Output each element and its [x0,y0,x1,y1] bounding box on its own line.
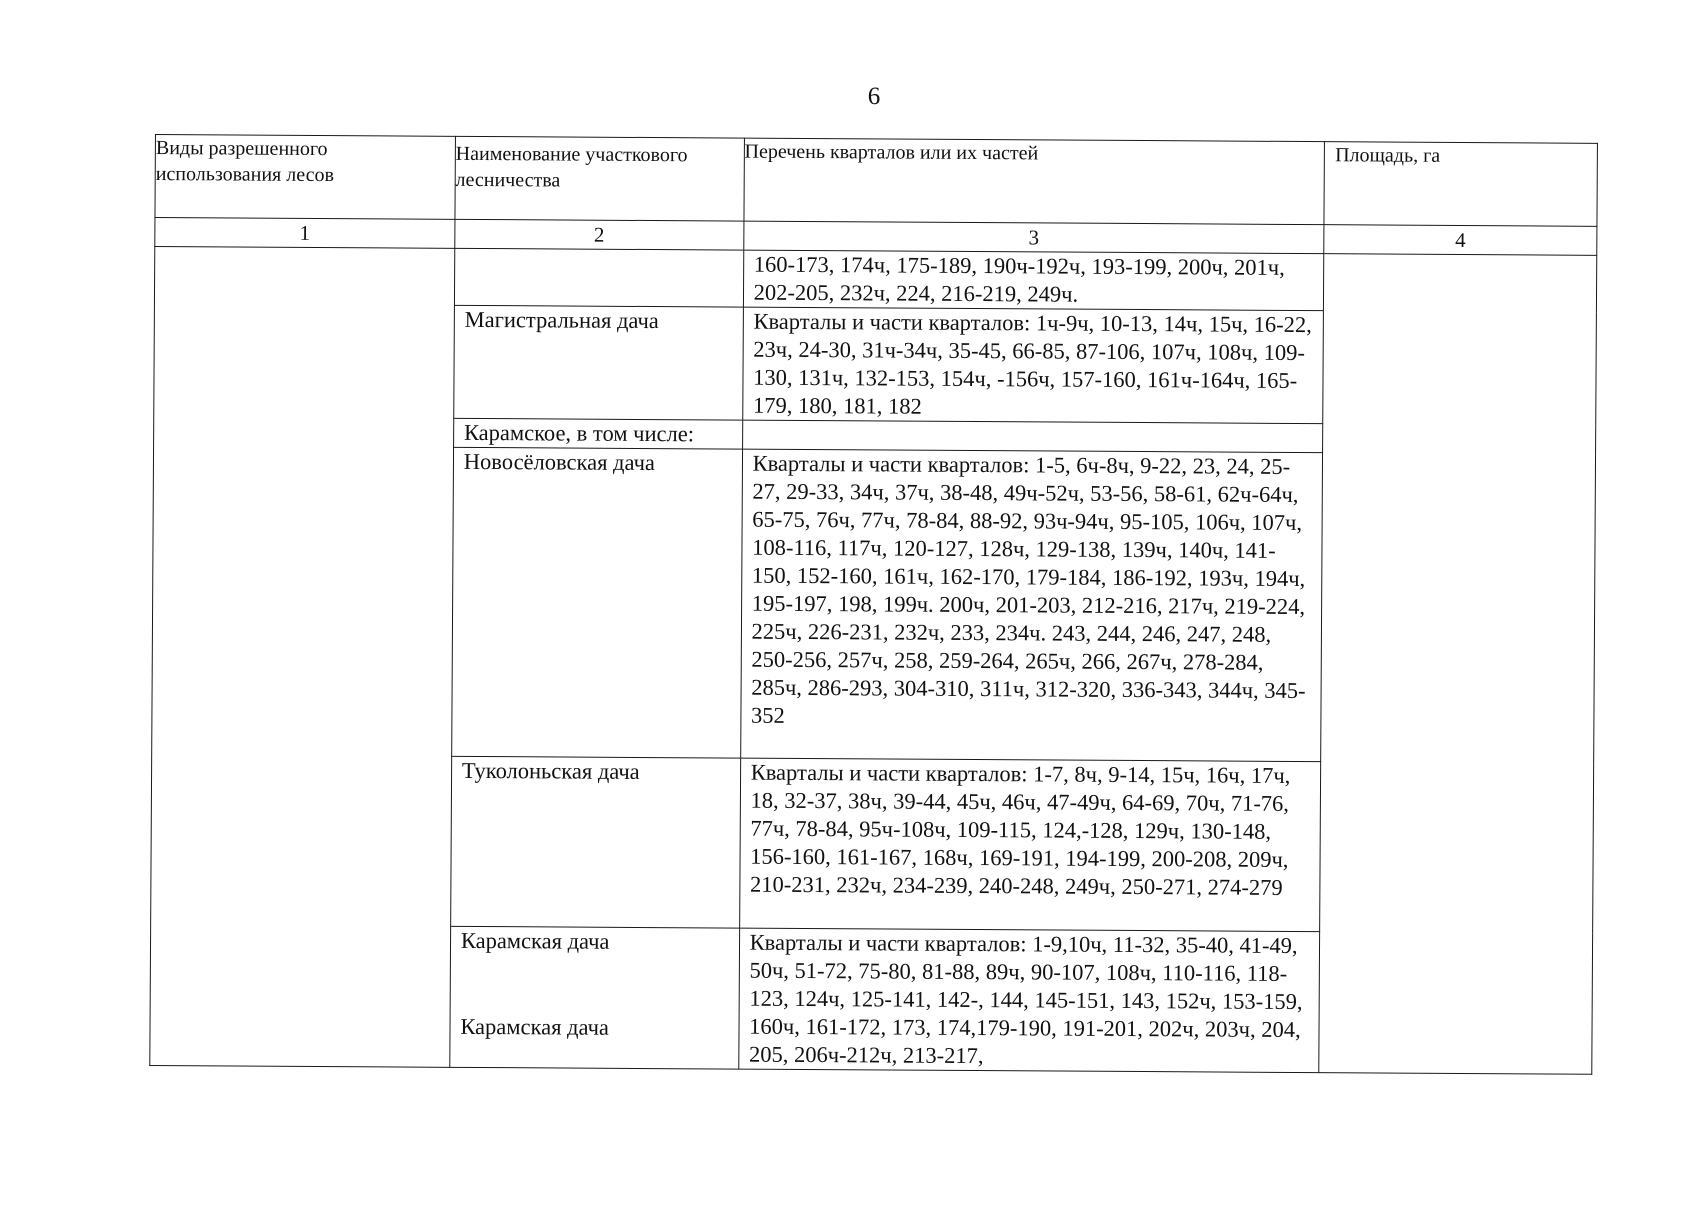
quarters-cell: Кварталы и части кварталов: 1-7, 8ч, 9-14, 15ч, 16ч, 17ч, 18, 32-37, 38ч, 39-44, 45ч, 46ч, 47-49ч, 64-69, 70ч, 71-76, 77ч, 78-84, 95ч-108ч, 109-115, 124,-128, 129ч, 130-148, 156-160, 161-167, 168ч, 169-191, 194-199, 200-208, 209ч, 210-231, 232ч, 234-239, 240-248, 249ч, 250-271, 274-279 [739,758,1321,932]
table-header-row [155,135,1597,227]
forestry-name-cell: Туколоньская дача [451,756,741,928]
quarters-cell: 160-173, 174ч, 175-189, 190ч-192ч, 193-199, 200ч, 201ч, 202-205, 232ч, 224, 216-219, 249ч. [743,250,1324,311]
column-number: 4 [1324,225,1597,256]
forestry-name-cell: Магистральная дача [454,305,743,420]
header-quarters-list: Перечень кварталов или их частей [744,138,1325,225]
forestry-name-cell: Карамское, в том числе: [453,418,742,449]
quarters-cell: Кварталы и части кварталов: 1-9,10ч, 11-32, 35-40, 41-49, 50ч, 51-72, 75-80, 81-88, 89ч, 90-107, 108ч, 110-116, 118-123, 124ч, 125-141, 142-, 144, 145-151, 143, 152ч, 153-159, 160ч, 161-172, 173, 174,179-190, 191-201, 202ч, 203ч, 204, 205, 206ч-212ч, 213-217, [738,928,1319,1073]
usage-type-cell [150,247,455,1068]
forestry-name-label: Карамская дача [460,927,610,954]
quarters-cell [742,420,1323,453]
column-number: 1 [155,218,455,249]
table-row [154,247,1596,313]
page-number: 6 [867,83,881,110]
area-cell [1319,254,1597,1075]
forestry-name-cell [454,248,743,307]
header-usage-types: Виды разрешенного использования лесов [155,135,455,220]
header-forestry-name: Наименование участкового лесничества [455,136,744,221]
quarters-cell: Кварталы и части кварталов: 1-5, 6ч-8ч, 9-22, 23, 24, 25-27, 29-33, 34ч, 37ч, 38-48, 49ч-52ч, 53-56, 58-61, 62ч-64ч, 65-75, 76ч, 77ч, 78-84, 88-92, 93ч-94ч, 95-105, 106ч, 107ч, 108-116, 117ч, 120-127, 128ч, 129-138, 139ч, 140ч, 141-150, 152-160, 161ч, 162-170, 179-184, 186-192, 193ч, 194ч, 195-197, 198, 199ч. 200ч, 201-203, 212-216, 217ч, 219-224, 225ч, 226-231, 232ч, 233, 234ч. 243, 244, 246, 247, 248, 250-256, 257ч, 258, 259-264, 265ч, 266, 267ч, 278-284, 285ч, 286-293, 304-310, 311ч, 312-320, 336-343, 344ч, 345-352 [740,449,1322,762]
forestry-name-cell [450,926,740,1069]
quarters-cell: Кварталы и части кварталов: 1ч-9ч, 10-13, 14ч, 15ч, 16-22, 23ч, 24-30, 31ч-34ч, 35-45, 66-85, 87-106, 107ч, 108ч, 109-130, 131ч, 132-153, 154ч, -156ч, 157-160, 161ч-164ч, 165-179, 180, 181, 182 [742,307,1323,424]
header-area: Площадь, га [1324,142,1597,227]
forestry-name-cell: Новосёловская дача [452,447,743,758]
column-number: 2 [455,219,744,250]
column-number: 3 [743,221,1324,254]
forest-quarters-table [149,134,1598,1075]
forestry-name-label-repeat: Карамская дача [460,1013,610,1040]
